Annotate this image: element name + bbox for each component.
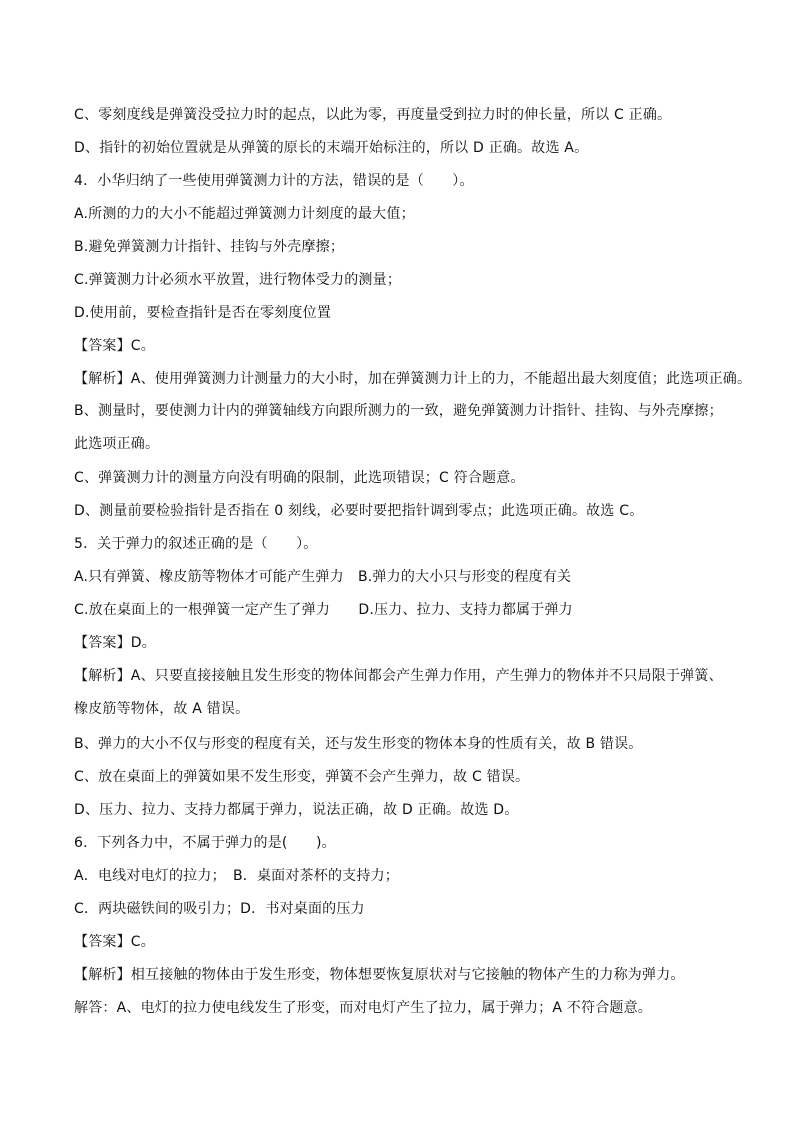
option-d: D.使用前，要检查指针是否在零刻度位置 [74,305,332,321]
question-4: 4．小华归纳了一些使用弹簧测力计的方法，错误的是（ ）。 [74,173,474,189]
options-cd: C．两块磁铁间的吸引力；D．书对桌面的压力 [74,901,365,917]
analysis-text: C、放在桌面上的弹簧如果不发生形变，弹簧不会产生弹力，故 C 错误。 [74,769,530,785]
analysis-text: B、弹力的大小不仅与形变的程度有关，还与发生形变的物体本身的性质有关，故 B 错误。 [74,736,643,752]
analysis: 【解析】A、使用弹簧测力计测量力的大小时，加在弹簧测力计上的力，不能超出最大刻度值；此选项正确。 [74,371,752,387]
options-cd: C.放在桌面上的一根弹簧一定产生了弹力 D.压力、拉力、支持力都属于弹力 [74,602,573,618]
option-b: B.避免弹簧测力计指针、挂钩与外壳摩擦； [74,239,345,255]
analysis-text: B、测量时，要使测力计内的弹簧轴线方向跟所测力的一致，避免弹簧测力计指针、挂钩、与外壳摩擦；此选项正确。 [74,403,723,452]
option-a: A.所测的力的大小不能超过弹簧测力计刻度的最大值； [74,206,415,222]
text-line: D、指针的初始位置就是从弹簧的原长的末端开始标注的，所以 D 正确。故选 A。 [74,140,589,156]
text-line: C、零刻度线是弹簧没受拉力时的起点，以此为零，再度量受到拉力时的伸长量，所以 C 正确。 [74,107,672,123]
answer: 【答案】D。 [74,635,156,651]
answer: 【答案】C。 [74,934,155,950]
answer: 【答案】C。 [74,338,155,354]
question-6: 6．下列各力中，不属于弹力的是( )。 [74,835,336,851]
options-ab: A．电线对电灯的拉力； B．桌面对茶杯的支持力； [74,868,399,884]
analysis-text: C、弹簧测力计的测量方向没有明确的限制，此选项错误；C 符合题意。 [74,470,525,486]
option-c: C.弹簧测力计必须水平放置，进行物体受力的测量； [74,272,402,288]
solution: 解答：A、电灯的拉力使电线发生了形变，而对电灯产生了拉力，属于弹力；A 不符合题意。 [74,1000,653,1016]
analysis: 【解析】A、只要直接接触且发生形变的物体间都会产生弹力作用，产生弹力的物体并不只局限于弹簧、橡皮筋等物体，故 A 错误。 [74,668,723,717]
analysis: 【解析】相互接触的物体由于发生形变，物体想要恢复原状对与它接触的物体产生的力称为弹力。 [74,967,685,983]
analysis-text: D、压力、拉力、支持力都属于弹力，说法正确，故 D 正确。故选 D。 [74,802,519,818]
options-ab: A.只有弹簧、橡皮筋等物体才可能产生弹力 B.弹力的大小只与形变的程度有关 [74,569,572,585]
question-5: 5．关于弹力的叙述正确的是（ ）。 [74,536,318,552]
analysis-text: D、测量前要检验指针是否指在 0 刻线，必要时要把指针调到零点；此选项正确。故选 C。 [74,503,644,519]
